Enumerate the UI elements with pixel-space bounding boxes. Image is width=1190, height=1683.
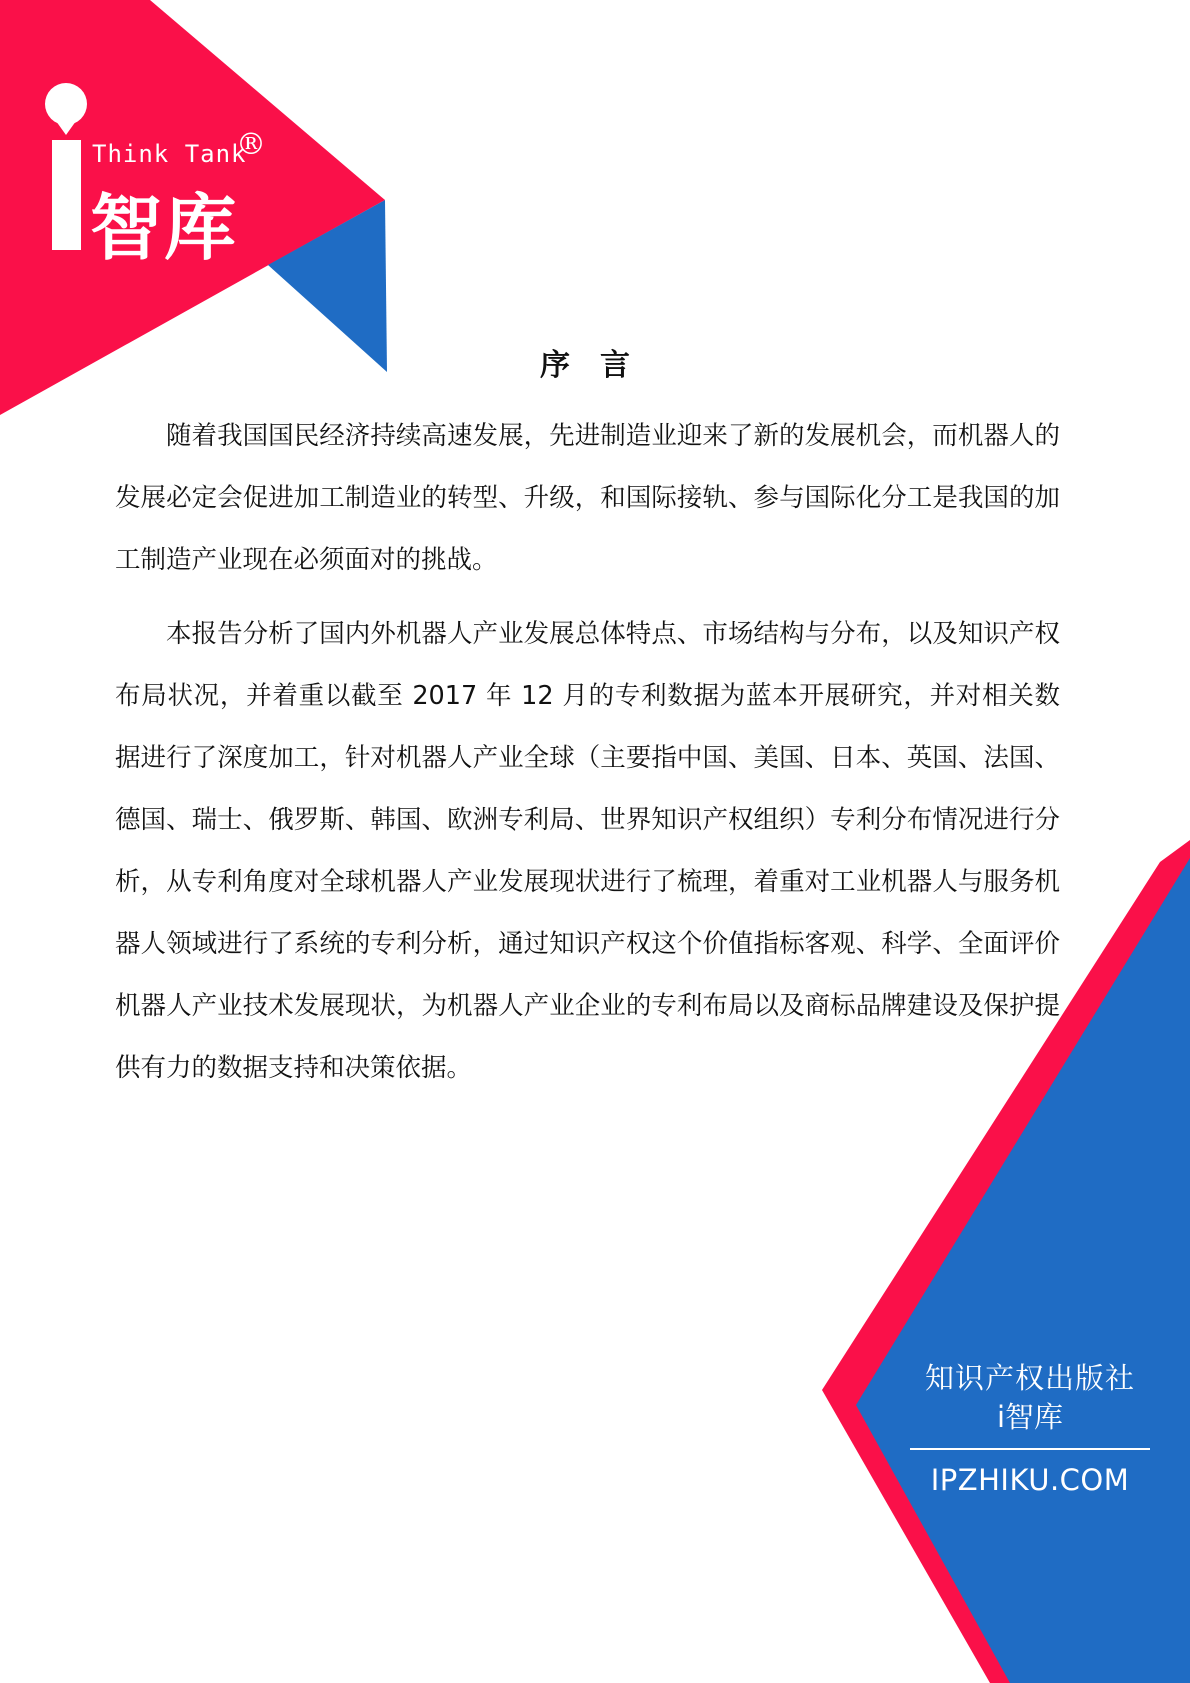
publisher-url[interactable]: IPZHIKU.COM	[930, 1463, 1130, 1497]
logo-english-text: Think Tank	[92, 140, 247, 168]
publisher-divider	[910, 1448, 1150, 1450]
logo-chinese-text: 智库	[90, 186, 239, 270]
paragraph-1: 随着我国国民经济持续高速发展，先进制造业迎来了新的发展机会，而机器人的发展必定会促进加工制造业的转型、升级，和国际接轨、参与国际化分工是我国的加工制造产业现在必须面对的挑战。	[115, 421, 1060, 575]
publisher-brand: i智库	[996, 1400, 1064, 1434]
publisher-block	[910, 1358, 1150, 1498]
registered-mark: ®	[236, 127, 266, 162]
preface-body	[115, 405, 1060, 1111]
publisher-name: 知识产权出版社	[924, 1361, 1135, 1395]
paragraph-2: 本报告分析了国内外机器人产业发展总体特点、市场结构与分布，以及知识产权布局状况，并着重以截至 2017 年 12 月的专利数据为蓝本开展研究，并对相关数据进行了深度加工，针对机器人产业全球（主要指中国、美国、日本、英国、法国、德国、瑞士、俄罗斯、韩国、欧洲专利局、世界知识产权组织）专利分布情况进行分析，从专利角度对全球机器人产业发展现状进行了梳理，着重对工业机器人与服务机器人领域进行了系统的专利分析，通过知识产权这个价值指标客观、科学、全面评价机器人产业技术发展现状，为机器人产业企业的专利布局以及商标品牌建设及保护提供有力的数据支持和决策依据。	[115, 619, 1060, 1083]
page-title: 序言	[540, 348, 660, 383]
